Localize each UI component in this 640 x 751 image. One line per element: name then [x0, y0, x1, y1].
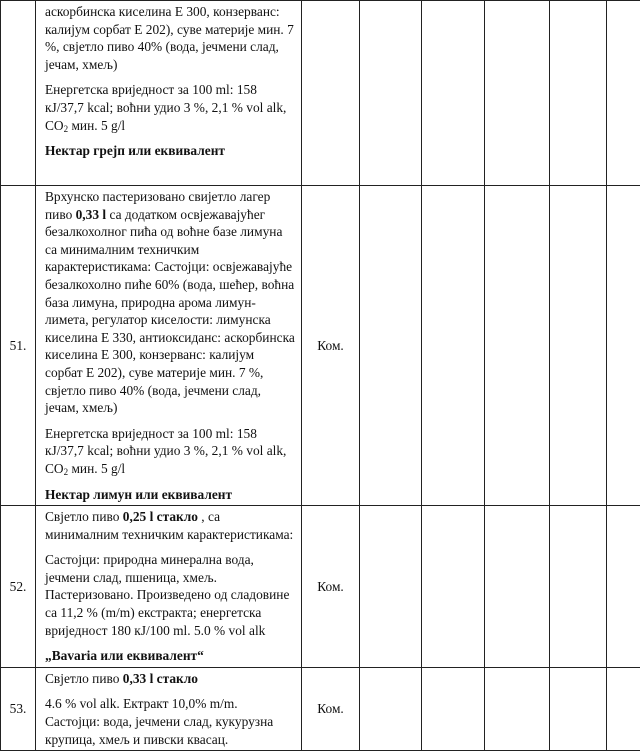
empty-cell — [360, 506, 422, 668]
unit-cell: Ком. — [302, 186, 360, 506]
product-name: Нектар лимун или еквивалент — [45, 486, 295, 504]
unit-cell: Ком. — [302, 667, 360, 750]
row-number: 52. — [1, 506, 36, 668]
empty-cell — [485, 667, 550, 750]
unit-cell: Ком. — [302, 506, 360, 668]
description-text: аскорбинска киселина Е 300, конзерванс: калијум сорбат Е 202), суве материје мин. 7 %, свјетло пиво 40% (вода, јечмени слад, јечам, хмељ) — [45, 3, 295, 73]
table-row — [1, 506, 640, 668]
empty-cell — [550, 667, 607, 750]
empty-cell — [485, 1, 550, 186]
empty-cell — [607, 186, 640, 506]
empty-cell — [485, 506, 550, 668]
energy-text: Енергетска вриједност за 100 ml: 158 кЈ/37,7 kcal; воћни удио 3 %, 2,1 % vol alk, $CO_2$ мин. 5 g/l — [45, 81, 295, 134]
empty-cell — [607, 667, 640, 750]
empty-cell — [422, 186, 485, 506]
item-description — [36, 506, 302, 668]
empty-cell — [422, 1, 485, 186]
table-row — [1, 1, 640, 186]
energy-text: Енергетска вриједност за 100 ml: 158 кЈ/37,7 kcal; воћни удио 3 %, 2,1 % vol alk, $CO_2$ мин. 5 g/l — [45, 425, 295, 478]
row-number: 51. — [1, 186, 36, 506]
item-description — [36, 186, 302, 506]
empty-cell — [550, 1, 607, 186]
unit-cell — [302, 1, 360, 186]
description-text: Врхунско пастеризовано свијетло лагер пиво 0,33 l са додатком освјежавајућег безалкохолног пића од воћне базе лимуна са минималним техничким карактеристикама: Састојци: освјежавајуће безалкохолно пиће 60% (вода, шећер, воћна база лимуна, природна арома лимун-лимета, регулатор киселости: лимунска киселина Е 330, антиоксиданс: аскорбинска киселина Е 300, конзерванс: калијум сорбат Е 202), суве материје мин. 7 %, свјетло пиво 40% (вода, јечмени слад, јечам, хмељ) — [45, 188, 295, 417]
product-name: „Bavaria или еквивалент“ — [45, 647, 295, 665]
empty-cell — [360, 186, 422, 506]
item-description — [36, 667, 302, 750]
empty-cell — [360, 667, 422, 750]
empty-cell — [360, 1, 422, 186]
empty-cell — [607, 506, 640, 668]
row-number — [1, 1, 36, 186]
empty-cell — [607, 1, 640, 186]
empty-cell — [550, 506, 607, 668]
composition-text: Састојци: природна минерална вода, јечмени слад, пшеница, хмељ. Пастеризовано. Произведено од сладовине са 11,2 % (m/m) екстракта; енергетска вриједност 180 кЈ/100 ml. 5.0 % vol alk — [45, 551, 295, 639]
composition-text: 4.6 % vol alk. Ектракт 10,0% m/m. Састојци: вода, јечмени слад, кукурузна крупица, хмељ и пивски квасац. — [45, 695, 295, 748]
item-description — [36, 1, 302, 186]
product-name: Нектар грејп или еквивалент — [45, 142, 295, 160]
row-number: 53. — [1, 667, 36, 750]
empty-cell — [485, 186, 550, 506]
empty-cell — [422, 506, 485, 668]
table-row — [1, 667, 640, 750]
description-text: Свјетло пиво 0,33 l стакло — [45, 670, 295, 688]
empty-cell — [422, 667, 485, 750]
description-text: Свјетло пиво 0,25 l стакло , са минималним техничким карактеристикама: — [45, 508, 295, 543]
table-row — [1, 186, 640, 506]
empty-cell — [550, 186, 607, 506]
